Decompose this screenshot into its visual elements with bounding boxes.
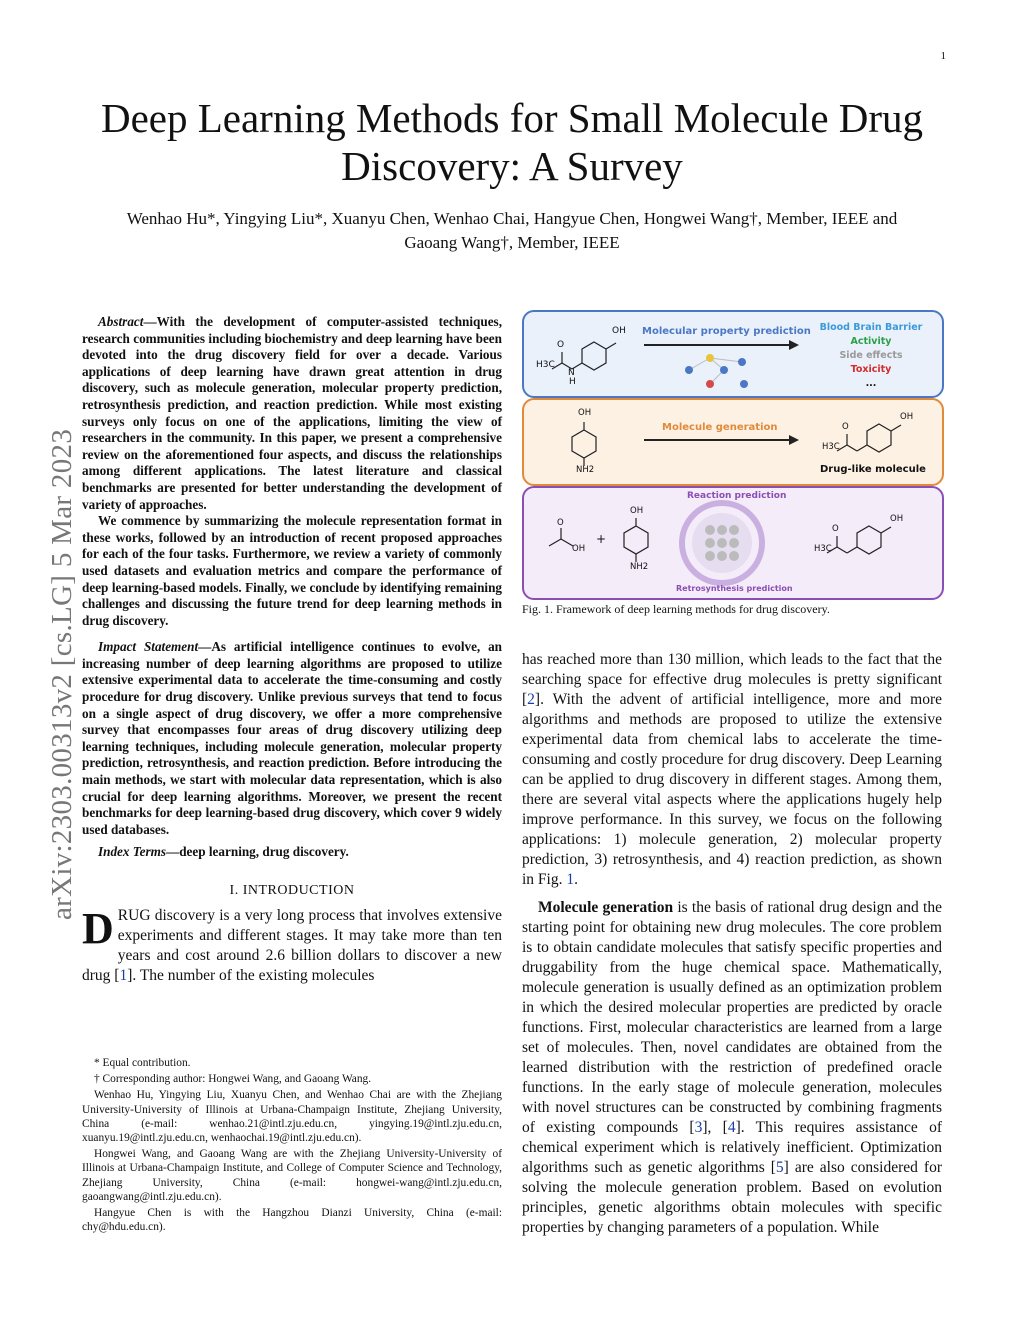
abstract-para-1 bbox=[82, 314, 502, 513]
authors-line-2: Gaoang Wang†, Member, IEEE bbox=[404, 233, 620, 252]
panel-reaction-retrosynthesis bbox=[522, 486, 944, 600]
index-terms-label: Index Terms bbox=[98, 844, 167, 860]
page-number: 1 bbox=[940, 50, 946, 62]
prop-toxicity: Toxicity bbox=[850, 364, 892, 375]
chem-o-label: O bbox=[557, 340, 565, 350]
property-list bbox=[806, 321, 936, 391]
impact-statement bbox=[82, 639, 502, 838]
footnote-affiliation-1: Wenhao Hu, Yingying Liu, Xuanyu Chen, and Wenhao Chai are with the Zhejiang University-University of Illinois at Urbana-Champaign Institute, Zhejiang University, China (e-mail: wenhao.21@intl.zju.edu.cn, yingying.19@intl.zju.edu.cn, xuanyu.19@intl.zju.edu.cn, wenhaochai.19@intl.zju.edu.cn). bbox=[82, 1089, 502, 1145]
abstract-para-2: We commence by summarizing the molecule representation format in these works, followed by an introduction of recent proposed approaches for each of the four tasks. Furthermore, we review a variety of commonly used datasets and evaluation metrics and compare the performance of deep learning-based models. Finally, we conclude by identifying remaining challenges and discussing the future trend for deep learning methods in drug discovery. bbox=[82, 513, 502, 628]
footnote-affiliation-3: Hangyue Chen is with the Hangzhou Dianzi University, China (e-mail: chy@hdu.edu.cn). bbox=[82, 1207, 502, 1234]
abstract-text-1: —With the development of computer-assisted techniques, research communities including biochemistry and deep learning have been devoted into the drug discovery field for over a decade. Various applications of deep learning have drawn great attention in drug discovery, such as molecule generation, molecular property prediction, retrosynthesis prediction, and reaction prediction. While most existing surveys only focus on one of the applications, limiting the view of researchers in the community. In this paper, we present a comprehensive review on the aforementioned four aspects, and discuss the relationships among different applications. The latest literature and classical benchmarks are presented for better understanding the development of variety of approaches. bbox=[82, 314, 502, 512]
authors-line-1: Wenhao Hu*, Yingying Liu*, Xuanyu Chen, Wenhao Chai, Hangyue Chen, Hongwei Wang†, Member, IEEE and bbox=[126, 209, 898, 228]
right-para-1 bbox=[522, 650, 942, 890]
right-para-2 bbox=[522, 898, 942, 1238]
figure-ref-link[interactable]: 1 bbox=[566, 871, 575, 888]
footnotes bbox=[82, 1056, 502, 1236]
footnote-affiliation-2: Hongwei Wang, and Gaoang Wang are with the Zhejiang University-University of Illinois at Urbana-Champaign Institute, and College of Computer Science and Technology, Zhejiang University, China (e-mail: hongwei-wang@intl.zju.edu.cn, gaoangwang@intl.zju.edu.cn). bbox=[82, 1148, 502, 1203]
impact-text: —As artificial intelligence continues to evolve, an increasing number of deep learning algorithms are proposed to utilize extensive experimental data to accelerate the time-consuming and costly procedure for drug discovery. Unlike previous surveys that tend to focus on a single aspect of drug discovery, we offer a more comprehensive survey that encompasses four areas of drug discovery utilizing deep learning techniques, including molecule generation, molecular property prediction, retrosynthesis, and reaction prediction. Before introducing the main methods, we start with molecular data representation, which is also crucial for deep learning algorithms. Moreover, we present the recent benchmarks for deep learning-based drug discovery, which cover 9 widely used databases. bbox=[82, 639, 502, 837]
right-text-2b: ], [ bbox=[702, 1119, 728, 1136]
arxiv-watermark: arXiv:2303.00313v2 [cs.LG] 5 Mar 2023 bbox=[46, 428, 78, 920]
drop-cap: D bbox=[82, 903, 114, 953]
left-column bbox=[82, 314, 502, 986]
prop-side-effects: Side effects bbox=[839, 350, 903, 361]
figure-caption: Fig. 1. Framework of deep learning methods for drug discovery. bbox=[522, 602, 830, 616]
prop-activity: Activity bbox=[850, 336, 892, 347]
abstract bbox=[82, 314, 502, 861]
figure-1 bbox=[522, 310, 944, 600]
label-retrosynthesis-prediction: Retrosynthesis prediction bbox=[676, 584, 793, 593]
panel-property-prediction bbox=[522, 310, 944, 398]
chem-oh-label: OH bbox=[578, 408, 592, 418]
right-text-1b: ]. With the advent of artificial intelligence, more and more algorithms and methods are proposed to utilize the extensive experimental data from chemical labs to accelerate the time-consuming and costly procedure for drug discovery. Deep Learning can be applied to drug discovery in different stages. Among them, there are several vital aspects where the applications hugely help improve performance. In this survey, we focus on the following applications: 1) molecule generation, 2) molecular property prediction, 3) retrosynthesis, and 4) reaction prediction, as shown in Fig. bbox=[522, 691, 942, 888]
chem-h3c-label: H3C bbox=[814, 544, 832, 554]
chem-nh2-label: NH2 bbox=[576, 465, 595, 475]
chem-h3c-label: H3C bbox=[536, 360, 555, 370]
abstract-label: Abstract bbox=[98, 314, 144, 329]
paper-title: Deep Learning Methods for Small Molecule Drug Discovery: A Survey bbox=[100, 95, 924, 189]
prop-bbb: Blood Brain Barrier bbox=[819, 322, 923, 333]
citation-link[interactable]: 5 bbox=[775, 1159, 784, 1176]
chem-nh2-label: NH2 bbox=[630, 562, 649, 572]
intro-text-a: RUG discovery is a very long process that involves extensive experiments and different stages. It may take more than ten years and cost around 2.6 billion dollars to discover a new drug [ bbox=[82, 906, 502, 984]
chem-h-label: H bbox=[569, 377, 576, 387]
citation-link[interactable]: 1 bbox=[119, 966, 128, 984]
label-molecule-generation: Molecule generation bbox=[662, 422, 778, 433]
chem-oh-label: OH bbox=[890, 514, 904, 524]
chem-oh-label: OH bbox=[630, 506, 644, 516]
footnote-corresponding: † Corresponding author: Hongwei Wang, and Gaoang Wang. bbox=[94, 1073, 372, 1086]
panel-molecule-generation bbox=[522, 398, 944, 486]
intro-text-b: ]. The number of the existing molecules bbox=[127, 966, 375, 984]
right-column bbox=[522, 650, 942, 1238]
panel-reaction-svg bbox=[524, 488, 942, 598]
author-list bbox=[60, 207, 964, 255]
index-terms bbox=[82, 844, 502, 861]
chem-h3c-label: H3C bbox=[822, 442, 840, 452]
section-heading-introduction: I. INTRODUCTION bbox=[229, 883, 355, 898]
chem-n-label: N bbox=[568, 368, 575, 378]
citation-link[interactable]: 2 bbox=[527, 691, 535, 708]
citation-link[interactable]: 4 bbox=[727, 1119, 736, 1136]
right-text-1a: has reached more than 130 million, which leads to the fact that the searching space for effective drug molecules is pretty significant [ bbox=[522, 651, 942, 708]
prop-more: ... bbox=[865, 378, 877, 389]
citation-link[interactable]: 3 bbox=[694, 1119, 703, 1136]
chem-o-label: O bbox=[557, 518, 564, 528]
chem-plus: + bbox=[596, 532, 607, 546]
chem-oh-label: OH bbox=[572, 544, 586, 554]
footnote-equal-contribution: * Equal contribution. bbox=[94, 1057, 191, 1069]
label-property-prediction: Molecular property prediction bbox=[642, 326, 811, 337]
chem-oh-label: OH bbox=[612, 326, 626, 336]
molecule-generation-lead: Molecule generation bbox=[538, 899, 674, 916]
label-drug-like-molecule: Drug-like molecule bbox=[820, 464, 926, 475]
impact-label: Impact Statement bbox=[98, 639, 199, 655]
right-text-2c: ]. This requires assistance of chemical experiment which is relatively inefficient. Optimization algorithms such as genetic algorithms [ bbox=[522, 1119, 943, 1176]
right-text-2d: ] are also considered for solving the molecule generation problem. Based on evolution principles, genetic algorithms obtain molecules with specific properties by changing parameters of a population. While bbox=[522, 1159, 942, 1236]
label-reaction-prediction: Reaction prediction bbox=[687, 491, 787, 501]
chem-o-label: O bbox=[832, 524, 839, 534]
chem-oh-label: OH bbox=[900, 412, 914, 422]
right-text-1c: . bbox=[574, 871, 578, 888]
intro-paragraph bbox=[82, 903, 502, 986]
chem-o-label: O bbox=[842, 422, 849, 432]
right-text-2a: is the basis of rational drug design and the starting point for obtaining new drug molecules. The core problem is to obtain candidate molecules that satisfy specific properties and druggability from the huge chemical space. Mathematically, molecule generation is usually defined as an optimization problem in which the desired molecular properties are predicted by oracle functions. First, molecular characteristics are learned from a large set of molecules. Then, novel candidates are obtained from the learned distribution with the restriction of predefined oracle functions. In the early stage of molecule generation, molecules with novel structures can be constructed by combining fragments of existing compounds [ bbox=[522, 899, 942, 1136]
index-terms-text: —deep learning, drug discovery. bbox=[166, 844, 349, 860]
